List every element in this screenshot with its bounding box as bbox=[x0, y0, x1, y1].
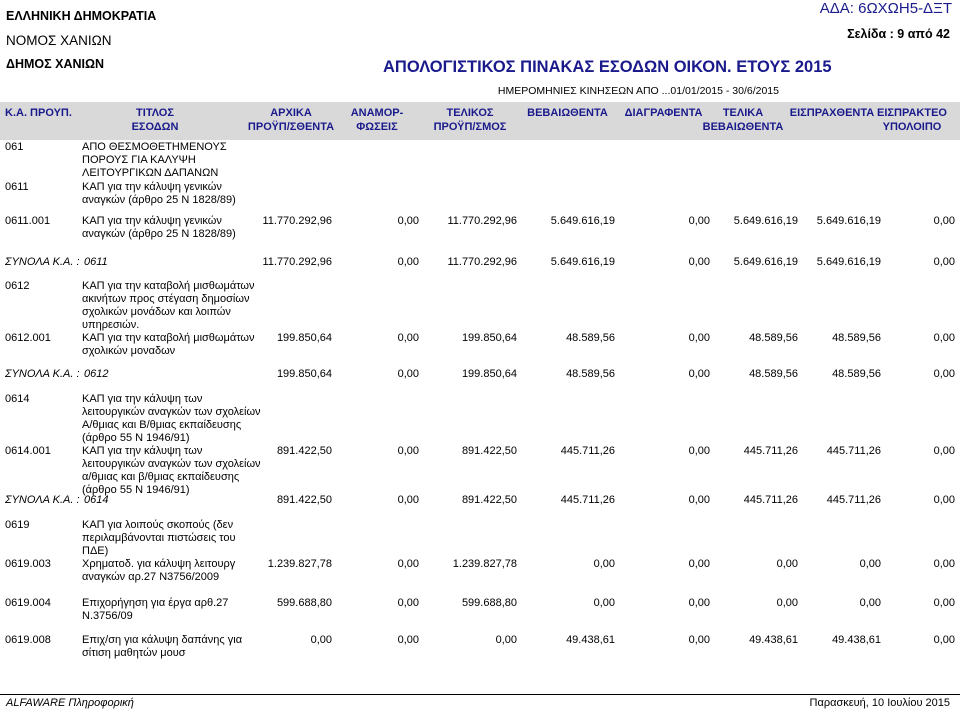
municipality-label: ΔΗΜΟΣ ΧΑΝΙΩΝ bbox=[6, 57, 105, 71]
row-description: ΚΑΠ για την κάλυψη των λειτουργικών αναγκών των σχολείων Α/θμιας και Β/θμιας εκπαίδευσης (άρθρο 55 Ν 1946/91) bbox=[82, 393, 261, 444]
row-value: 1.239.827,78 bbox=[267, 558, 332, 570]
row-code: 0619.003 bbox=[5, 558, 51, 570]
row-value: 48.589,56 bbox=[566, 332, 615, 344]
row-value: 49.438,61 bbox=[832, 634, 881, 646]
row-description: ΚΑΠ για την καταβολή μισθωμάτων σχολικών μοναδων bbox=[82, 332, 255, 357]
row-value: 0,00 bbox=[933, 634, 955, 646]
row-description: ΚΑΠ για την κάλυψη γενικών αναγκών (άρθρο 25 Ν 1828/89) bbox=[82, 181, 236, 206]
row-value: 5.649.616,19 bbox=[816, 256, 881, 268]
col-deleted: ΔΙΑΓΡΑΦΕΝΤΑ bbox=[624, 107, 703, 119]
row-value: 0,00 bbox=[688, 215, 710, 227]
footer-vendor: ALFAWARE Πληροφορική bbox=[6, 697, 134, 709]
row-value: 5.649.616,19 bbox=[550, 256, 615, 268]
row-description: Επιχορήγηση για έργα αρθ.27 Ν.3756/09 bbox=[82, 597, 229, 622]
row-value: 0,00 bbox=[776, 597, 798, 609]
row-value: 199.850,64 bbox=[276, 368, 332, 380]
date-range: ΗΜΕΡΟΜΗΝΙΕΣ ΚΙΝΗΣΕΩΝ ΑΠΟ ...01/01/2015 - 30/6/2015 bbox=[497, 85, 779, 97]
row-value: 1.239.827,78 bbox=[452, 558, 517, 570]
row-value: 0,00 bbox=[495, 634, 517, 646]
row-value: 0,00 bbox=[933, 368, 955, 380]
row-value: 11.770.292,96 bbox=[262, 215, 332, 227]
row-code: ΣΥΝΟΛΑ Κ.Α. : bbox=[5, 256, 80, 268]
row-value: 48.589,56 bbox=[832, 368, 881, 380]
col-initial: ΑΡΧΙΚΑ ΠΡΟΫΠ/ΣΘΕΝΤΑ bbox=[247, 107, 335, 133]
row-value: 48.589,56 bbox=[749, 368, 798, 380]
total-code: 0611 bbox=[84, 256, 108, 268]
row-value: 0,00 bbox=[397, 494, 419, 506]
row-value: 0,00 bbox=[933, 558, 955, 570]
row-value: 0,00 bbox=[688, 597, 710, 609]
row-value: 0,00 bbox=[933, 215, 955, 227]
col-certified: ΒΕΒΑΙΩΘΕΝΤΑ bbox=[527, 107, 608, 119]
row-value: 0,00 bbox=[688, 445, 710, 457]
footer-date: Παρασκευή, 10 Ιουλίου 2015 bbox=[809, 697, 950, 709]
col-title: ΤΙΤΛΟΣ ΕΣΟΔΩΝ bbox=[131, 107, 179, 133]
row-value: 11.770.292,96 bbox=[447, 256, 517, 268]
row-code: 061 bbox=[5, 141, 24, 153]
row-value: 445.711,26 bbox=[743, 494, 798, 506]
row-value: 599.688,80 bbox=[461, 597, 517, 609]
row-description: ΚΑΠ για την καταβολή μισθωμάτων ακινήτων προς στέγαση δημοσίων σχολικών μονάδων και λοιπών υπηρεσιών. bbox=[82, 280, 255, 331]
col-final-certified: ΤΕΛΙΚΑ ΒΕΒΑΙΩΘΕΝΤΑ bbox=[702, 107, 784, 133]
row-value: 0,00 bbox=[933, 494, 955, 506]
total-code: 0612 bbox=[84, 368, 109, 380]
row-value: 48.589,56 bbox=[749, 332, 798, 344]
row-value: 5.649.616,19 bbox=[816, 215, 881, 227]
row-value: 0,00 bbox=[859, 558, 881, 570]
row-description: Χρηματοδ. για κάλυψη λειτουργ αναγκών αρ.27 Ν3756/2009 bbox=[82, 558, 236, 583]
row-value: 5.649.616,19 bbox=[733, 215, 798, 227]
row-code: 0614 bbox=[5, 393, 30, 405]
col-remaining: ΕΙΣΠΡΑΚΤΕΟ ΥΠΟΛΟΙΠΟ bbox=[877, 107, 947, 133]
row-value: 0,00 bbox=[688, 558, 710, 570]
row-value: 199.850,64 bbox=[461, 368, 517, 380]
row-value: 48.589,56 bbox=[566, 368, 615, 380]
row-code: 0619.008 bbox=[5, 634, 51, 646]
row-value: 0,00 bbox=[688, 494, 710, 506]
report-title: ΑΠΟΛΟΓΙΣΤΙΚΟΣ ΠΙΝΑΚΑΣ ΕΣΟΔΩΝ ΟΙΚΟΝ. ΕΤΟΥΣ 2015 bbox=[383, 58, 832, 76]
col-final-budget: ΤΕΛΙΚΟΣ ΠΡΟΫΠ/ΣΜΟΣ bbox=[433, 107, 507, 133]
row-value: 0,00 bbox=[593, 597, 615, 609]
row-value: 445.711,26 bbox=[560, 445, 615, 457]
total-code: 0614 bbox=[84, 494, 109, 506]
row-value: 891.422,50 bbox=[461, 445, 517, 457]
row-value: 0,00 bbox=[688, 256, 710, 268]
row-value: 0,00 bbox=[397, 256, 419, 268]
footer-divider bbox=[0, 694, 960, 695]
column-header bbox=[0, 102, 960, 140]
row-code: 0619.004 bbox=[5, 597, 51, 609]
row-value: 49.438,61 bbox=[566, 634, 615, 646]
col-collected: ΕΙΣΠΡΑΧΘΕΝΤΑ bbox=[789, 107, 875, 119]
row-value: 599.688,80 bbox=[276, 597, 332, 609]
ada-code: ΑΔΑ: 6ΩΧΩΗ5-ΔΞΤ bbox=[819, 0, 952, 17]
row-code: 0612.001 bbox=[5, 332, 51, 344]
row-code: ΣΥΝΟΛΑ Κ.Α. : bbox=[5, 494, 80, 506]
row-value: 0,00 bbox=[776, 558, 798, 570]
row-value: 0,00 bbox=[593, 558, 615, 570]
row-code: ΣΥΝΟΛΑ Κ.Α. : bbox=[5, 368, 80, 380]
row-description: ΚΑΠ για την κάλυψη γενικών αναγκών (άρθρο 25 Ν 1828/89) bbox=[82, 215, 236, 240]
row-value: 0,00 bbox=[933, 445, 955, 457]
prefecture-label: ΝΟΜΟΣ ΧΑΝΙΩΝ bbox=[6, 33, 112, 48]
row-value: 49.438,61 bbox=[749, 634, 798, 646]
row-value: 0,00 bbox=[397, 634, 419, 646]
row-value: 5.649.616,19 bbox=[550, 215, 615, 227]
row-value: 445.711,26 bbox=[826, 494, 881, 506]
row-value: 0,00 bbox=[933, 597, 955, 609]
row-code: 0611 bbox=[5, 181, 29, 193]
row-value: 11.770.292,96 bbox=[262, 256, 332, 268]
row-description: ΑΠΟ ΘΕΣΜΟΘΕΤΗΜΕΝΟΥΣ ΠΟΡΟΥΣ ΓΙΑ ΚΑΛΥΨΗ ΛΕΙΤΟΥΡΓΙΚΩΝ ΔΑΠΑΝΩΝ bbox=[82, 141, 227, 179]
col-revisions: ΑΝΑΜΟΡ- ΦΩΣΕΙΣ bbox=[350, 107, 404, 133]
page-number: Σελίδα : 9 από 42 bbox=[847, 27, 950, 41]
row-code: 0614.001 bbox=[5, 445, 51, 457]
col-code: Κ.Α. ΠΡΟΥΠ. bbox=[5, 107, 72, 119]
row-value: 0,00 bbox=[397, 445, 419, 457]
row-code: 0619 bbox=[5, 519, 30, 531]
row-value: 5.649.616,19 bbox=[733, 256, 798, 268]
republic-label: ΕΛΛΗΝΙΚΗ ΔΗΜΟΚΡΑΤΙΑ bbox=[6, 9, 157, 23]
row-value: 445.711,26 bbox=[743, 445, 798, 457]
row-value: 199.850,64 bbox=[461, 332, 517, 344]
row-code: 0611.001 bbox=[5, 215, 51, 227]
row-value: 0,00 bbox=[688, 368, 710, 380]
row-description: Επιχ/ση για κάλυψη δαπάνης για σίτιση μαθητών μουσ bbox=[82, 634, 243, 659]
row-value: 445.711,26 bbox=[826, 445, 881, 457]
row-description: ΚΑΠ για την κάλυψη των λειτουργικών αναγκών των σχολείων α/θμιας και β/θμιας εκπαίδευσης (άρθρο 55 Ν 1946/91) bbox=[82, 445, 261, 496]
row-value: 0,00 bbox=[688, 634, 710, 646]
row-value: 11.770.292,96 bbox=[447, 215, 517, 227]
row-value: 0,00 bbox=[859, 597, 881, 609]
row-value: 0,00 bbox=[688, 332, 710, 344]
row-value: 891.422,50 bbox=[276, 494, 332, 506]
row-value: 0,00 bbox=[397, 332, 419, 344]
row-value: 48.589,56 bbox=[832, 332, 881, 344]
row-value: 891.422,50 bbox=[276, 445, 332, 457]
row-value: 0,00 bbox=[933, 332, 955, 344]
row-value: 891.422,50 bbox=[461, 494, 517, 506]
row-value: 0,00 bbox=[933, 256, 955, 268]
row-value: 445.711,26 bbox=[560, 494, 615, 506]
row-value: 199.850,64 bbox=[276, 332, 332, 344]
row-code: 0612 bbox=[5, 280, 30, 292]
row-value: 0,00 bbox=[397, 368, 419, 380]
row-value: 0,00 bbox=[397, 215, 419, 227]
row-value: 0,00 bbox=[397, 597, 419, 609]
row-description: ΚΑΠ για λοιπούς σκοπούς (δεν περιλαμβάνονται πιστώσεις του ΠΔΕ) bbox=[82, 519, 236, 557]
row-value: 0,00 bbox=[397, 558, 419, 570]
row-value: 0,00 bbox=[310, 634, 332, 646]
